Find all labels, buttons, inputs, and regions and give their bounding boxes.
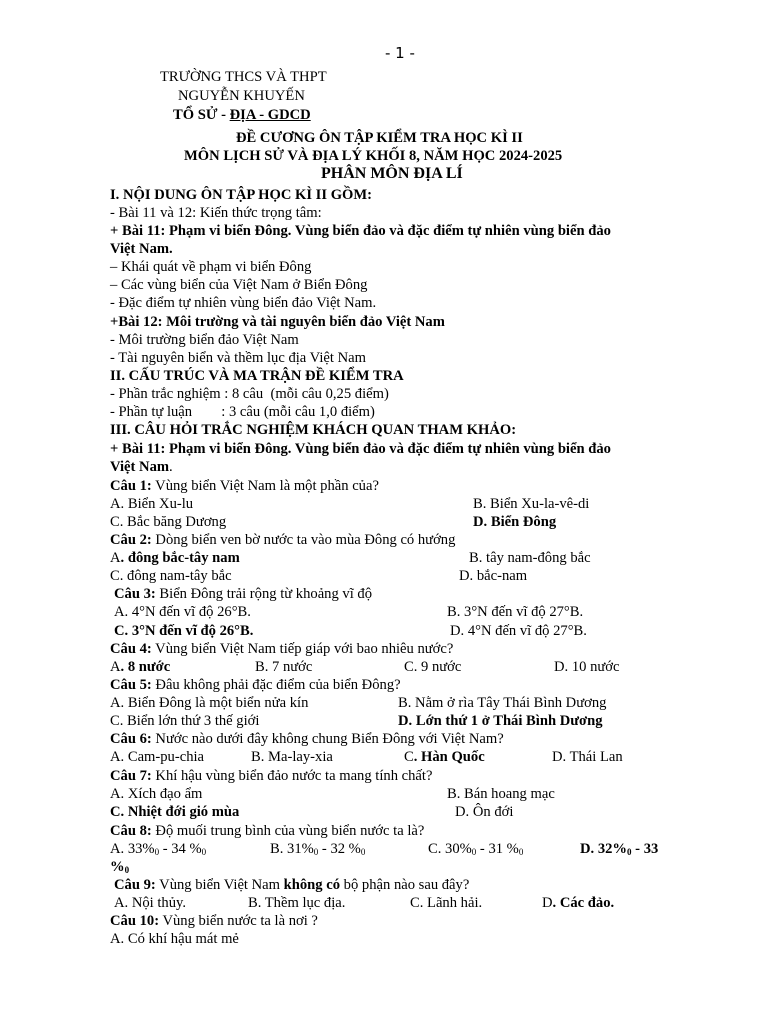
lesson-12-title: +Bài 12: Môi trường và tài nguyên biển đảo Việt Nam xyxy=(110,314,445,330)
q2-option-a: A. đông bắc-tây nam xyxy=(110,550,240,566)
q4-option-a: A. 8 nước xyxy=(110,659,171,675)
q9-option-d: D. Các đảo. xyxy=(542,895,615,911)
section-3-heading: III. CÂU HỎI TRẮC NGHIỆM KHÁCH QUAN THAM KHẢO: xyxy=(110,422,517,438)
question-5: Câu 5: Đâu không phải đặc điểm của biển Đông? xyxy=(110,677,401,693)
page-number: - 1 - xyxy=(385,44,415,62)
q5-option-c: C. Biển lớn thứ 3 thế giới xyxy=(110,713,260,729)
question-7: Câu 7: Khí hậu vùng biển đảo nước ta mang tính chất? xyxy=(110,768,433,784)
lesson-11-title: + Bài 11: Phạm vi biển Đông. Vùng biển đảo và đặc điểm tự nhiên vùng biển đảo xyxy=(110,223,611,239)
q3-option-a: A. 4°N đến vĩ độ 26°B. xyxy=(114,604,251,620)
q7-option-b: B. Bán hoang mạc xyxy=(447,786,555,802)
q2-option-c: C. đông nam-tây bắc xyxy=(110,568,232,584)
subject-title: MÔN LỊCH SỬ VÀ ĐỊA LÝ KHỐI 8, NĂM HỌC 2024-2025 xyxy=(184,148,563,164)
section-1-intro: - Bài 11 và 12: Kiến thức trọng tâm: xyxy=(110,205,322,221)
q5-option-b: B. Nằm ở rìa Tây Thái Bình Dương xyxy=(398,695,607,711)
q6-option-a: A. Cam-pu-chia xyxy=(110,749,205,765)
q8-option-d: D. $32\%_0 - 33$ xyxy=(580,841,659,857)
q1-option-d: D. Biển Đông xyxy=(473,514,557,530)
q7-option-d: D. Ôn đới xyxy=(455,804,514,820)
section-2-heading: II. CẤU TRÚC VÀ MA TRẬN ĐỀ KIỂM TRA xyxy=(110,368,404,384)
q1-option-b: B. Biển Xu-la-vê-di xyxy=(473,496,590,512)
lesson-11-item: – Các vùng biển của Việt Nam ở Biển Đông xyxy=(110,277,368,293)
q1-option-a: A. Biển Xu-lu xyxy=(110,496,194,512)
q6-option-b: B. Ma-lay-xia xyxy=(251,749,333,765)
q6-option-d: D. Thái Lan xyxy=(552,749,623,765)
q10-option-a: A. Có khí hậu mát mẻ xyxy=(110,931,239,947)
section-3-lesson-11-title-cont: Việt Nam. xyxy=(110,459,173,475)
q8-option-b: B. $31\%_0 - 32$ $\%_0$ xyxy=(270,841,366,857)
lesson-11-item: – Khái quát về phạm vi biển Đông xyxy=(110,259,312,275)
q7-option-a: A. Xích đạo ẩm xyxy=(110,786,203,802)
department: TỔ SỬ - ĐỊA - GDCD xyxy=(173,107,311,123)
q8-option-a: A. $33\%_0 - 34$ $\%_0$ xyxy=(110,841,207,857)
lesson-12-item: - Môi trường biển đảo Việt Nam xyxy=(110,332,299,348)
question-10: Câu 10: Vùng biển nước ta là nơi ? xyxy=(110,913,318,929)
school-name-line1: TRƯỜNG THCS VÀ THPT xyxy=(160,69,327,85)
question-6: Câu 6: Nước nào dưới đây không chung Biển Đông với Việt Nam? xyxy=(110,731,504,747)
part-title: PHÂN MÔN ĐỊA LÍ xyxy=(321,165,463,182)
question-9: Câu 9: Vùng biển Việt Nam không có bộ phận nào sau đây? xyxy=(114,877,470,893)
document-title: ĐỀ CƯƠNG ÔN TẬP KIỂM TRA HỌC KÌ II xyxy=(236,130,523,146)
question-1: Câu 1: Vùng biển Việt Nam là một phần của? xyxy=(110,478,379,494)
q3-option-b: B. 3°N đến vĩ độ 27°B. xyxy=(447,604,584,620)
q5-option-a: A. Biển Đông là một biển nửa kín xyxy=(110,695,309,711)
q9-option-a: A. Nội thủy. xyxy=(114,895,187,911)
section-1-heading: I. NỘI DUNG ÔN TẬP HỌC KÌ II GỒM: xyxy=(110,187,373,203)
q8-option-c: C. $30\%_0 - 31$ $\%_0$ xyxy=(428,841,524,857)
question-8: Câu 8: Độ muối trung bình của vùng biển nước ta là? xyxy=(110,823,425,839)
q6-option-c: C. Hàn Quốc xyxy=(404,749,485,765)
q8-option-d-cont: $\%_0$ xyxy=(110,859,130,875)
q2-option-d: D. bắc-nam xyxy=(459,568,528,584)
lesson-11-title-cont: Việt Nam. xyxy=(110,241,173,257)
question-2: Câu 2: Dòng biển ven bờ nước ta vào mùa Đông có hướng xyxy=(110,532,456,548)
q5-option-d: D. Lớn thứ 1 ở Thái Bình Dương xyxy=(398,713,603,729)
school-name-line2: NGUYỄN KHUYẾN xyxy=(178,88,305,104)
q2-option-b: B. tây nam-đông bắc xyxy=(469,550,591,566)
q4-option-d: D. 10 nước xyxy=(554,659,620,675)
q1-option-c: C. Bắc băng Dương xyxy=(110,514,227,530)
lesson-11-item: - Đặc điểm tự nhiên vùng biển đảo Việt Nam. xyxy=(110,295,377,311)
q4-option-b: B. 7 nước xyxy=(255,659,313,675)
q3-option-c: C. 3°N đến vĩ độ 26°B. xyxy=(114,623,254,639)
question-3: Câu 3: Biển Đông trải rộng từ khoảng vĩ độ xyxy=(114,586,373,602)
q3-option-d: D. 4°N đến vĩ độ 27°B. xyxy=(450,623,587,639)
q7-option-c: C. Nhiệt đới gió mùa xyxy=(110,804,240,820)
q4-option-c: C. 9 nước xyxy=(404,659,462,675)
question-4: Câu 4: Vùng biển Việt Nam tiếp giáp với bao nhiêu nước? xyxy=(110,641,454,657)
section-2-item: - Phần tự luận : 3 câu (mỗi câu 1,0 điểm) xyxy=(110,404,375,420)
section-3-lesson-11-title: + Bài 11: Phạm vi biển Đông. Vùng biển đảo và đặc điểm tự nhiên vùng biển đảo xyxy=(110,441,611,457)
q9-option-b: B. Thềm lục địa. xyxy=(248,895,346,911)
q9-option-c: C. Lãnh hải. xyxy=(410,895,483,911)
lesson-12-item: - Tài nguyên biển và thềm lục địa Việt Nam xyxy=(110,350,366,366)
section-2-item: - Phần trắc nghiệm : 8 câu (mỗi câu 0,25 điểm) xyxy=(110,386,389,402)
